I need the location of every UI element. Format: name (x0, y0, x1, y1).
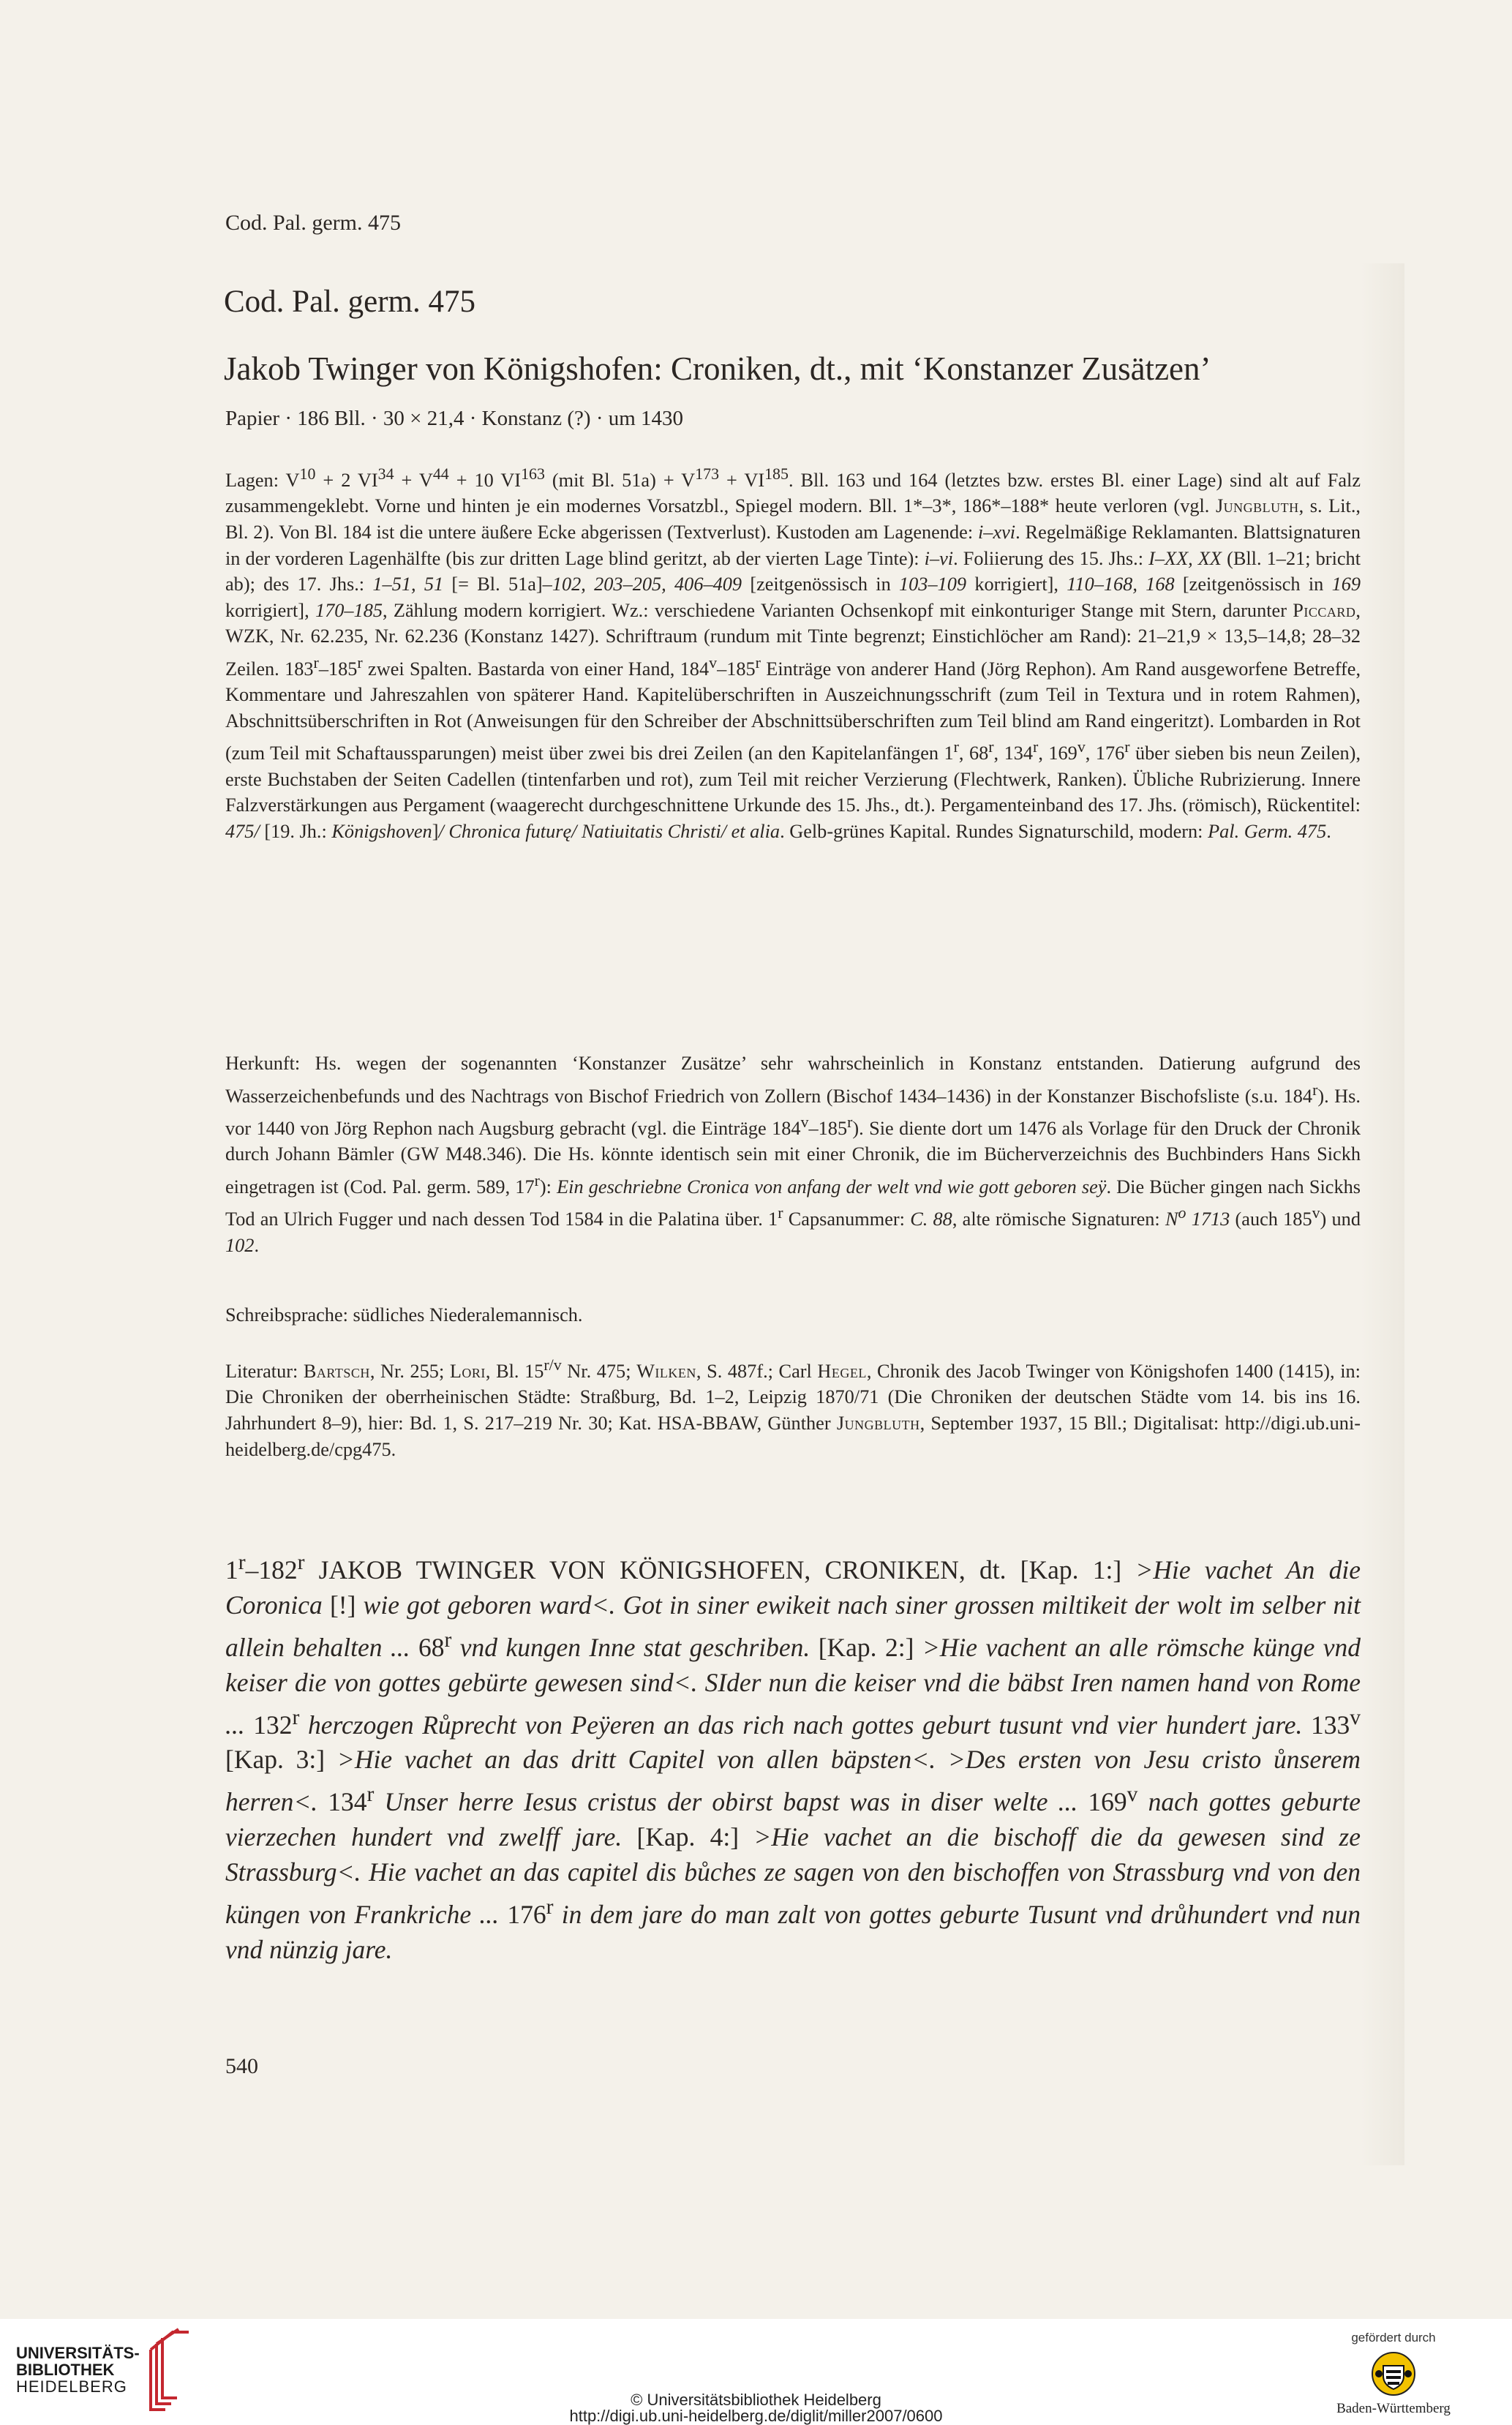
incipit-section: 1$^r$–182$^r$ JAKOB TWINGER VON KÖNIGSHOFEN, CRONIKEN, dt. [Kap. 1:] >Hie vachet An die Coronica [!] wie got geboren ward<. Got in siner ewikeit nach siner grossen miltikeit der wolt im selber nit allein behalten ... 68$^r$ vnd kungen Inne stat geschriben. [Kap. 2:] >Hie vachent an alle römsche künge vnd keiser die von gottes gebürte gewesen sind<. SIder nun die keiser vnd die bäbst Iren namen hand von Rome ... 132$^r$ herczogen Růprecht von Peÿeren an das rich nach gottes geburt tusunt vnd vier hundert jare. 133$^v$ [Kap. 3:] >Hie vachet an das dritt Capitel von allen bäpsten<. >Des ersten von Jesu cristo ůnserem herren<. 134$^r$ Unser herre Iesus cristus der obirst bapst was in diser welte ... 169$^v$ nach gottes geburte vierzechen hundert vnd zwelff jare. [Kap. 4:] >Hie vachet an die bischoff die da gewesen sind ze Strassburg<. Hie vachet an das capitel dis bůches ze sagen von den bischoffen von Strassburg vnd von den küngen von Frankriche ... 176$^r$ in dem jare do man zalt von gottes geburte Tusunt vnd drůhundert vnd nun vnd nünzig jare. (225, 1551, 1361, 1965)
sponsor-name: Baden-Württemberg (1336, 2401, 1451, 2416)
source-url-link[interactable]: http://digi.ub.uni-heidelberg.de/diglit/miller2007/0600 (569, 2407, 943, 2425)
sponsor-block[interactable] (1317, 2331, 1470, 2417)
lagen-paragraph: Lagen: $V^{10} + 2$ $VI^{34} + V^{44} + 10$ VI$^{163}$ (mit Bl. $51a) + V^{173} + VI^{185}$. Bll. 163 und 164 (letztes bzw. erstes Bl. einer Lage) sind alt auf Falz zusammengeklebt. Vorne und hinten je ein modernes Vorsatzbl., Spiegel modern. Bll. 1*–3*, 186*–188* heute verloren (vgl. Jungbluth, s. Lit., Bl. 2). Von Bl. 184 ist die untere äußere Ecke abgerissen (Textverlust). Kustoden am Lagenende: i–xvi. Regelmäßige Reklamanten. Blattsignaturen in der vorderen Lagenhälfte (bis zur dritten Lage blind geritzt, ab der vierten Lage Tinte): i–vi. Foliierung des 15. Jhs.: I–XX, XX (Bll. 1–21; bricht ab); des 17. Jhs.: 1–51, 51 [= Bl. 51a]–102, 203–205, 406–409 [zeitgenössisch in 103–109 korrigiert], 110–168, 168 [zeitgenössisch in 169 korrigiert], 170–185, Zählung modern korrigiert. Wz.: verschiedene Varianten Ochsenkopf mit einkonturiger Stange mit Stern, darunter Piccard, WZK, Nr. 62.235, Nr. 62.236 (Konstanz 1427). Schriftraum (rundum mit Tinte begrenzt; Einstichlöcher am Rand): 21–21,9 × 13,5–14,8; 28–32 Zeilen. 183$^r$–185$^r$ zwei Spalten. Bastarda von einer Hand, 184$^v$–185$^r$ Einträge von anderer Hand (Jörg Rephon). Am Rand ausgeworfene Betreffe, Kommentare und Jahreszahlen von späterer Hand. Kapitelüberschriften in Auszeichnungsschrift (zum Teil in Textura und in rotem Rahmen), Abschnittsüberschriften in Rot (Anweisungen für den Schreiber der Abschnittsüberschriften zum Teil blind am Rand eingeritzt). Lombarden in Rot (zum Teil mit Schaftaussparungen) meist über zwei bis drei Zeilen (an den Kapitelanfängen 1$^r$, 68$^r$, 134$^r$, 169$^v$, 176$^r$ über sieben bis neun Zeilen), erste Buchstaben der Seiten Cadellen (tintenfarben und rot), zum Teil mit reicher Verzierung (Flechtwerk, Ranken). Übliche Rubrizierung. Innere Falzverstärkungen aus Pergament (waagerecht durchgeschnittene Urkunde des 15. Jhs., dt.). Pergamenteinband des 17. Jhs. (römisch), Rückentitel: 475/ [19. Jh.: Königshoven]/ Chronica futurę/ Natiuitatis Christi/ et alia. Gelb-grünes Kapital. Rundes Signaturschild, modern: Pal. Germ. 475. (225, 465, 1361, 843)
copyright-text: © Universitätsbibliothek Heidelberg (631, 2391, 881, 2409)
running-head: Cod. Pal. germ. 475 (225, 211, 401, 235)
page-subtitle: Jakob Twinger von Königshofen: Croniken, dt., mit ‘Konstanzer Zusätzen’ (224, 350, 1211, 387)
state-seal-icon (1371, 2351, 1416, 2396)
page-shadow (1361, 263, 1404, 2165)
page-number: 540 (225, 2054, 258, 2078)
sponsor-label: gefördert durch (1351, 2331, 1436, 2345)
page-title: Cod. Pal. germ. 475 (224, 285, 475, 319)
copyright-notice (0, 2392, 1512, 2424)
library-name[interactable] (16, 2345, 140, 2395)
herkunft-paragraph: Herkunft: Hs. wegen der sogenannten ‘Konstanzer Zusätze’ sehr wahrscheinlich in Konstanz entstanden. Datierung aufgrund des Wasserzeichenbefunds und des Nachtrags von Bischof Friedrich von Zollern (Bischof 1434–1436) in der Konstanzer Bischofsliste (s.u. 184$^r$). Hs. vor 1440 von Jörg Rephon nach Augsburg gebracht (vgl. die Einträge 184$^v$–185$^r$). Sie diente dort um 1476 als Vorlage für den Druck der Chronik durch Johann Bämler (GW M48.346). Die Hs. könnte identisch sein mit einer Chronik, die im Bücherverzeichnis des Buchbinders Hans Sickh eingetragen ist (Cod. Pal. germ. 589, 17$^r$): Ein geschriebne Cronica von anfang der welt vnd wie gott geboren seÿ. Die Bücher gingen nach Sickhs Tod an Ulrich Fugger und nach dessen Tod 1584 in die Palatina über. 1$^r$ Capsanummer: C. 88, alte römische Signaturen: $N^o$ 1713 (auch 185$^v$) und 102. (225, 1053, 1361, 1256)
codex-meta: Papier · 186 Bll. · 30 × 21,4 · Konstanz (?) · um 1430 (225, 407, 684, 430)
schreibsprache-line: Schreibsprache: südliches Niederalemannisch. (225, 1304, 583, 1326)
literatur-paragraph: Literatur: Bartsch, Nr. 255; Lori, Bl. $15^{r/v}$ Nr. 475; Wilken, S. 487f.; Carl Hegel, Chronik des Jacob Twinger von Königshofen 1400 (1415), in: Die Chroniken der oberrheinischen Städte: Straßburg, Bd. 1–2, Leipzig 1870/71 (Die Chroniken der deutschen Städte vom 14. bis ins 16. Jahrhundert 8–9), hier: Bd. 1, S. 217–219 Nr. 30; Kat. HSA-BBAW, Günther Jungbluth, September 1937, 15 Bll.; Digitalisat: http://digi.ub.uni-heidelberg.de/cpg475. (225, 1356, 1361, 1460)
library-line-2: BIBLIOTHEK (16, 2361, 115, 2379)
library-line-3: HEIDELBERG (16, 2377, 127, 2396)
library-line-1: UNIVERSITÄTS- (16, 2344, 140, 2362)
